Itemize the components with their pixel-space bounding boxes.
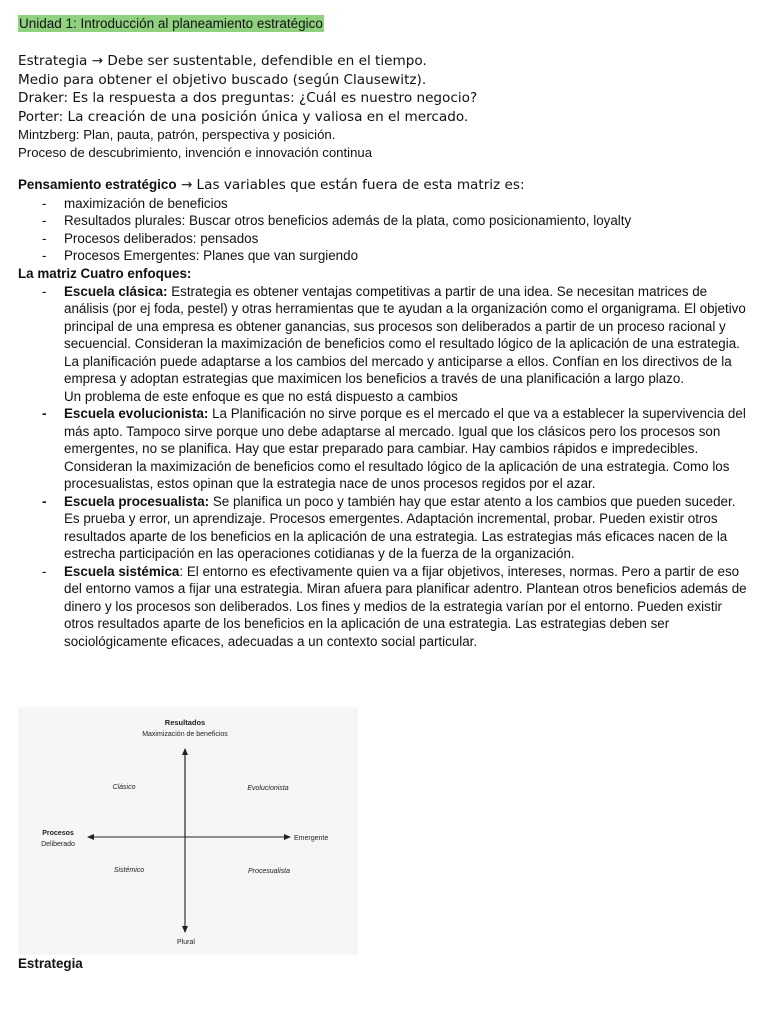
list-item: - Resultados plurales: Buscar otros beneficios además de la plata, como posicionamiento, loyalty bbox=[18, 212, 753, 230]
intro-line: Draker: Es la respuesta a dos preguntas: ¿Cuál es nuestro negocio? bbox=[18, 90, 478, 106]
school-name: Escuela evolucionista: bbox=[64, 406, 209, 421]
quadrant-bottom-right: Procesualista bbox=[247, 868, 291, 875]
list-item: - Procesos deliberados: pensados bbox=[18, 230, 753, 248]
matriz-heading-text: La matriz Cuatro enfoques: bbox=[18, 266, 192, 281]
matrix-svg bbox=[18, 707, 358, 955]
school-name: Escuela sistémica bbox=[64, 563, 180, 579]
school-sistemica bbox=[18, 563, 753, 651]
pensamiento-label: Pensamiento estratégico bbox=[18, 177, 177, 192]
intro-block bbox=[18, 52, 758, 161]
intro-line: Estrategia → Debe ser sustentable, defendible en el tiempo. bbox=[18, 53, 427, 69]
pensamiento-section bbox=[18, 176, 753, 265]
page-title: Unidad 1: Introducción al planeamiento estratégico bbox=[19, 16, 323, 31]
quadrant-top-right: Evolucionista bbox=[247, 785, 289, 792]
school-text: : El entorno es efectivamente quien va a fijar objetivos, intereses, normas. Pero a partir de eso del entorno vamos a fijar una estrategia. Miran afuera para planificar adentro. Plantean otros beneficios además de dinero y los procesos son deliberados. Los fines y medios de la estrategia varían por el entorno. Pueden existir otros resultados aparte de los beneficios en la aplicación de una estrategia. Las estrategias deben ser sociológicamente eficaces, adecuadas a un contexto social particular. bbox=[64, 563, 747, 649]
section-footer-heading: Estrategia bbox=[18, 956, 83, 971]
top-sublabel: Maximización de beneficios bbox=[142, 731, 228, 738]
school-text: La Planificación no sirve porque es el mercado el que va a establecer la supervivencia del más apto. Tampoco sirve porque uno debe adaptarse al mercado. Igual que los clásicos pero los procesos son emergentes, no se planifica. Hay que estar preparado para cambiar. Hay cambios rápidos e impredecibles. Consideran la maximización de beneficios como el resultado lógico de la aplicación de una estrategia. Como los procesualistas, estos opinan que la estrategia nace de unos procesos regidos por el azar. bbox=[64, 406, 746, 491]
list-item: - Procesos Emergentes: Planes que van surgiendo bbox=[18, 247, 753, 265]
left-label-2: Deliberado bbox=[41, 841, 75, 848]
quadrant-bottom-left: Sistémico bbox=[113, 867, 145, 874]
intro-line: Proceso de descubrimiento, invención e innovación continua bbox=[18, 144, 373, 160]
quadrant-top-left: Clásico bbox=[112, 784, 136, 791]
left-label-1: Procesos bbox=[42, 830, 74, 837]
intro-line: Porter: La creación de una posición única y valiosa en el mercado. bbox=[18, 108, 469, 125]
pensamiento-text: → Las variables que están fuera de esta matriz es: bbox=[176, 177, 525, 193]
school-name: Escuela clásica: bbox=[64, 283, 168, 299]
school-name: Escuela procesualista: bbox=[64, 493, 210, 509]
pensamiento-heading bbox=[18, 176, 753, 195]
school-text: Estrategia es obtener ventajas competitivas a partir de una idea. Se necesitan matrices de análisis (por ej foda, pestel) y otras herramientas que te ayudan a la organización como el organigrama. El objetivo principal de una empresa es obtener ganancias, sus procesos son deliberados a partir de un proceso racional y secuencial. Consideran la maximización de beneficios como el resultado lógico de la aplicación de una estrategia. La planificación puede adaptarse a los cambios del mercado y anticiparse a ellos. Confían en los directivos de la empresa y adoptan estrategias que maximicen los beneficios a través de una planificación a largo plazo. bbox=[64, 283, 746, 386]
list-item: - maximización de beneficios bbox=[18, 195, 753, 213]
school-procesualista bbox=[18, 493, 753, 563]
right-label: Emergente bbox=[294, 835, 329, 842]
intro-line: Medio para obtener el objetivo buscado (según Clausewitz). bbox=[18, 71, 427, 88]
strategy-matrix-diagram bbox=[18, 707, 358, 955]
matriz-section bbox=[18, 265, 753, 650]
matriz-heading bbox=[18, 265, 753, 283]
schools-list bbox=[18, 283, 753, 651]
pensamiento-list bbox=[18, 195, 753, 265]
intro-line: Mintzberg: Plan, pauta, patrón, perspectiva y posición. bbox=[18, 127, 336, 142]
school-text: Se planifica un poco y también hay que estar atento a los cambios que pueden suceder. Es prueba y error, un aprendizaje. Procesos emergentes. Adaptación incremental, probar. Pueden existir otros resultados aparte de los beneficios en la aplicación de una estrategia. Las estrategias más eficaces nacen de la estrecha participación en las operaciones cotidianas y de la fuerza de la organización. bbox=[64, 493, 736, 561]
school-evolucionista bbox=[18, 405, 753, 493]
top-label: Resultados bbox=[164, 718, 206, 727]
bottom-label: Plural bbox=[177, 939, 195, 946]
school-clasica bbox=[18, 283, 753, 406]
school-extra: Un problema de este enfoque es que no está dispuesto a cambios bbox=[64, 388, 458, 404]
